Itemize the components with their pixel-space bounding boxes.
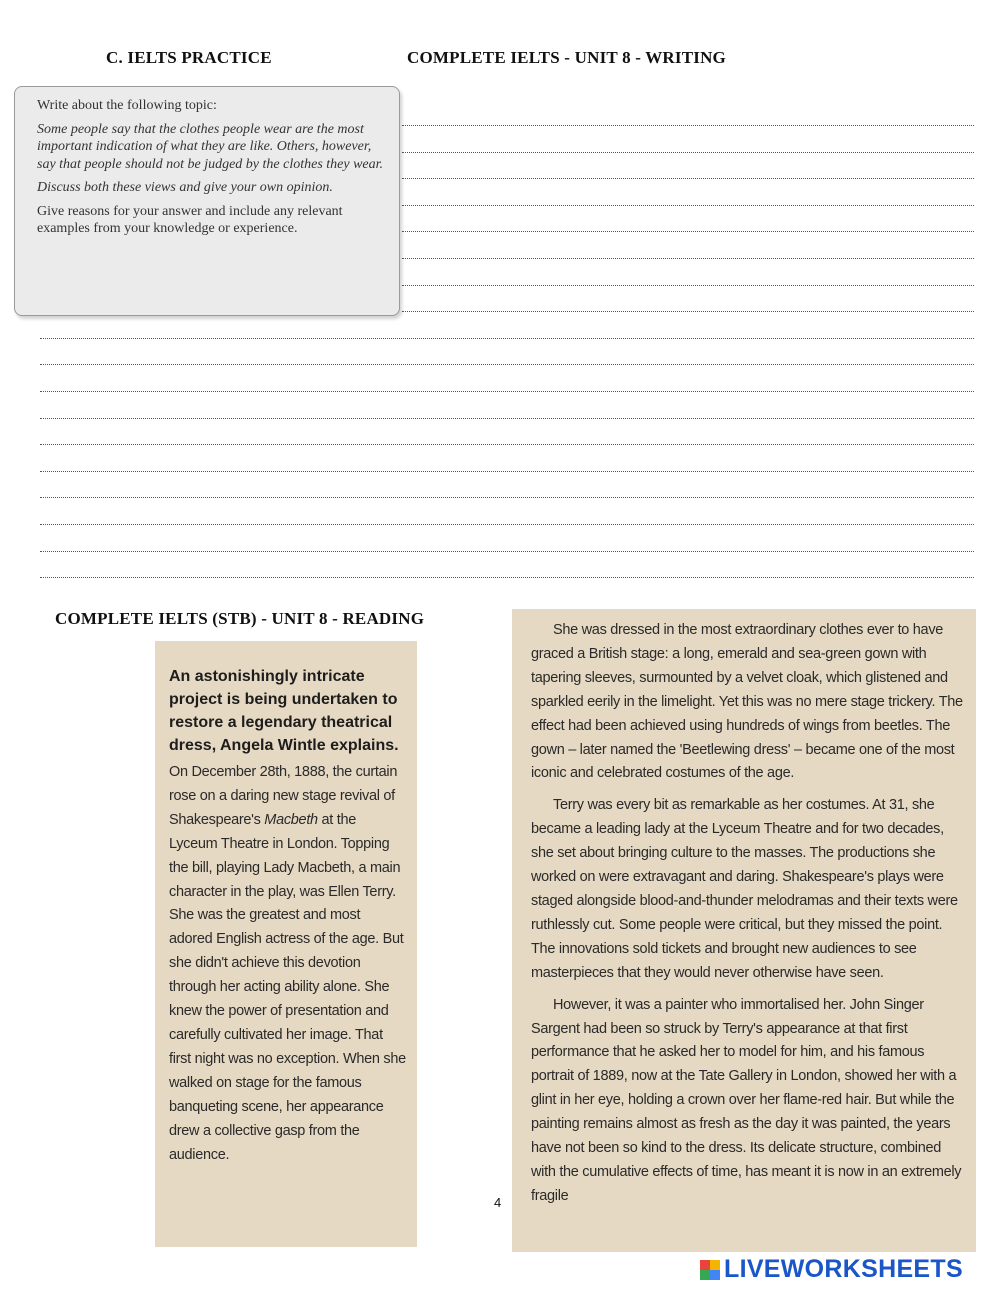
answer-line[interactable] [40,338,974,339]
answer-line[interactable] [402,205,974,206]
article-left-column [155,641,417,1247]
answer-line[interactable] [40,524,974,525]
answer-line[interactable] [40,551,974,552]
answer-line[interactable] [402,285,974,286]
page-number: 4 [494,1195,502,1210]
answer-line[interactable] [402,125,974,126]
answer-line[interactable] [402,152,974,153]
brand-icon-square [710,1260,720,1270]
task-discuss: Discuss both these views and give your own opinion. [37,180,333,195]
answer-line[interactable] [40,577,974,578]
liveworksheets-logo [700,1255,963,1284]
play-title: Macbeth [264,811,318,828]
answer-line[interactable] [402,311,974,312]
article-lead: An astonishingly intricate project is being undertaken to restore a legendary theatrical dress, Angela Wintle explains. [169,668,399,754]
answer-line[interactable] [40,418,974,419]
task-intro: Write about the following topic: [37,98,217,113]
answer-line[interactable] [40,497,974,498]
article-paragraph: However, it was a painter who immortalised her. John Singer Sargent had been so struck by Terry's appearance at that first performance that he asked her to model for him, and his famous portrait of 1889, now at the Tate Gallery in London, showed her with a glint in her eye, holding a crown over her flame-red hair. But while the painting remains almost as fresh as the day it was painted, the years have not been so kind to the dress. Its delicate structure, combined with the cumulative effects of time, has meant it is now in an extremely fragile [531,996,962,1204]
brand-icon-square [700,1270,710,1280]
answer-line[interactable] [40,444,974,445]
answer-line[interactable] [402,178,974,179]
answer-line[interactable] [40,471,974,472]
article-intro-text-1: On December 28th, 1888, the curtain rose on a daring new stage revival of Shakespeare's [169,764,398,828]
brand-icon-square [710,1270,720,1280]
article-paragraph: She was dressed in the most extraordinary clothes ever to have graced a British stage: a long, emerald and sea-green gown with tapering sleeves, surmounted by a velvet cloak, which glistened and sparkled eerily in the limelight. Yet this was no mere stage trickery. The effect had been achieved using hundreds of wings from beetles. The gown – later named the 'Beetlewing dress' – became one of the most iconic and celebrated costumes of the age. [531,622,963,782]
brand-icon-square [700,1260,710,1270]
section-title: C. IELTS PRACTICE [106,48,272,67]
writing-unit-title: COMPLETE IELTS - UNIT 8 - WRITING [407,48,726,67]
brand-name: LIVEWORKSHEETS [724,1255,963,1283]
article-intro-paragraph [169,761,407,1167]
brand-grid-icon [700,1260,720,1280]
article-intro-text-2: at the Lyceum Theatre in London. Topping the bill, playing Lady Macbeth, a main character in the play, was Ellen Terry. She was the greatest and most adored English actress of the age. But she didn't achieve this devotion through her acting ability alone. She knew the power of presentation and carefully cultivated her image. That first night was no exception. When she walked on stage for the famous banqueting scene, her appearance drew a collective gasp from the audience. [169,811,406,1163]
answer-line[interactable] [40,391,974,392]
reading-unit-title: COMPLETE IELTS (STB) - UNIT 8 - READING [55,609,425,628]
answer-line[interactable] [40,364,974,365]
article-right-column [512,609,976,1252]
answer-line[interactable] [402,231,974,232]
article-paragraph: Terry was every bit as remarkable as her costumes. At 31, she became a leading lady at the Lyceum Theatre and for two decades, she set about bringing culture to the masses. The productions she worked on were extravagant and daring. Shakespeare's plays were staged alongside blood-and-thunder melodramas and their texts were ruthlessly cut. Some people were critical, but they missed the point. The innovations sold tickets and brought new audiences to see masterpieces that they would never otherwise have seen. [531,797,958,981]
answer-line[interactable] [402,258,974,259]
task-reasons: Give reasons for your answer and include any relevant examples from your knowledge or experience. [37,203,343,236]
writing-task-box [14,86,400,316]
task-prompt: Some people say that the clothes people wear are the most important indication of what they are like. Others, however, say that people should not be judged by the clothes they wear. [37,121,384,172]
